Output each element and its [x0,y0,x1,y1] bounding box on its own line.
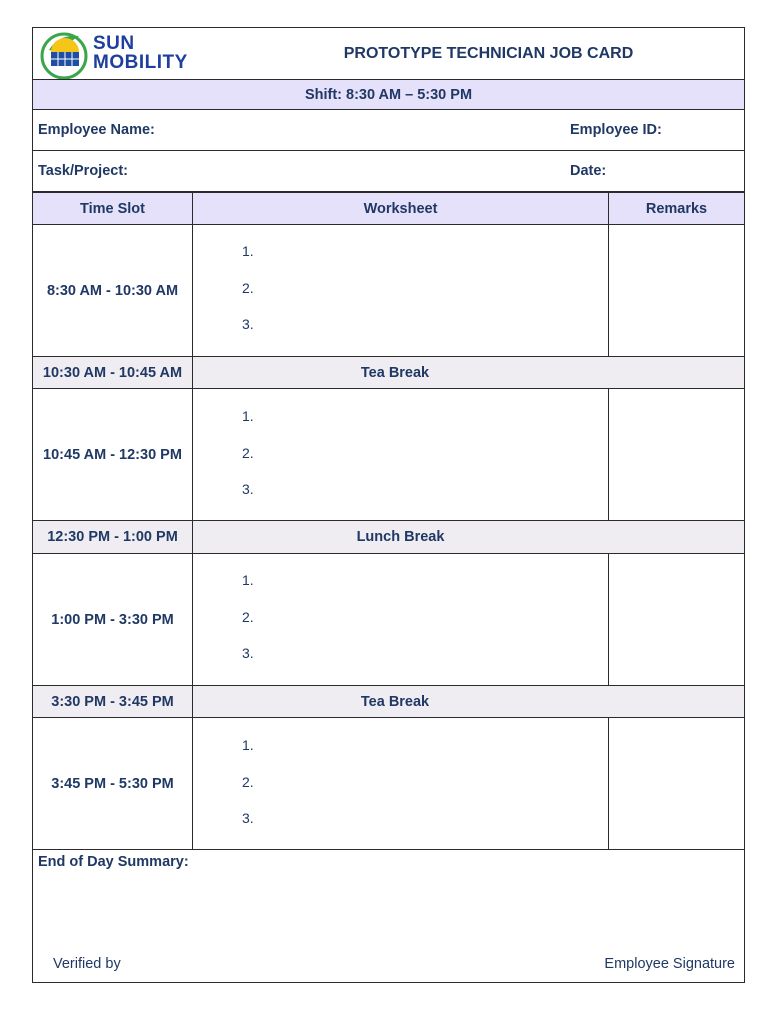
employee-row [33,109,744,150]
header-row [33,28,744,79]
time-slot-cell: 10:45 AM - 12:30 PM [43,446,182,463]
time-slot-header: Time Slot [80,200,145,217]
time-slot-cell: 8:30 AM - 10:30 AM [46,282,179,299]
verified-by-label: Verified by [53,956,121,972]
remarks-header: Remarks [645,200,708,217]
work-slot-row [33,553,744,685]
break-time-cell: 12:30 PM - 1:00 PM [47,529,178,545]
summary-section [33,849,744,982]
job-card [32,27,745,983]
break-label: Lunch Break [356,529,445,545]
employee-name-label: Employee Name: [38,122,155,138]
break-row [33,685,744,717]
logo-text-line1: SUN [93,33,135,54]
logo-text-line2: MOBILITY [93,52,188,73]
worksheet-item-3: 3. [242,810,254,826]
sun-globe-icon [39,30,91,80]
time-slot-cell: 1:00 PM - 3:30 PM [51,611,174,628]
break-label: Tea Break [360,693,430,710]
date-label: Date: [570,163,607,179]
worksheet-item-3: 3. [242,645,254,661]
worksheet-item-1: 1. [242,243,254,259]
worksheet-item-3: 3. [242,316,254,332]
work-slot-row [33,224,744,356]
task-project-label: Task/Project: [38,163,128,179]
task-row [33,150,744,191]
worksheet-item-1: 1. [242,737,254,753]
worksheet-item-2: 2. [242,609,254,625]
page-title: PROTOTYPE TECHNICIAN JOB CARD [343,44,634,62]
work-slot-row [33,717,744,849]
break-time-cell: 10:30 AM - 10:45 AM [42,364,183,381]
summary-label: End of Day Summary: [38,854,189,870]
employee-signature-label: Employee Signature [604,956,735,972]
worksheet-item-1: 1. [242,408,254,424]
worksheet-header: Worksheet [363,200,438,217]
worksheet-item-2: 2. [242,445,254,461]
work-slot-row [33,388,744,520]
break-time-cell: 3:30 PM - 3:45 PM [51,693,174,710]
worksheet-item-1: 1. [242,572,254,588]
time-slot-cell: 3:45 PM - 5:30 PM [51,775,174,792]
worksheet-item-2: 2. [242,774,254,790]
sun-mobility-logo [39,30,199,78]
break-row [33,356,744,388]
worksheet-item-2: 2. [242,280,254,296]
employee-id-label: Employee ID: [570,122,662,138]
worksheet-item-3: 3. [242,481,254,497]
break-row [33,520,744,553]
shift-banner: Shift: 8:30 AM – 5:30 PM [33,79,744,109]
break-label: Tea Break [360,364,430,381]
table-header-row [33,191,744,224]
